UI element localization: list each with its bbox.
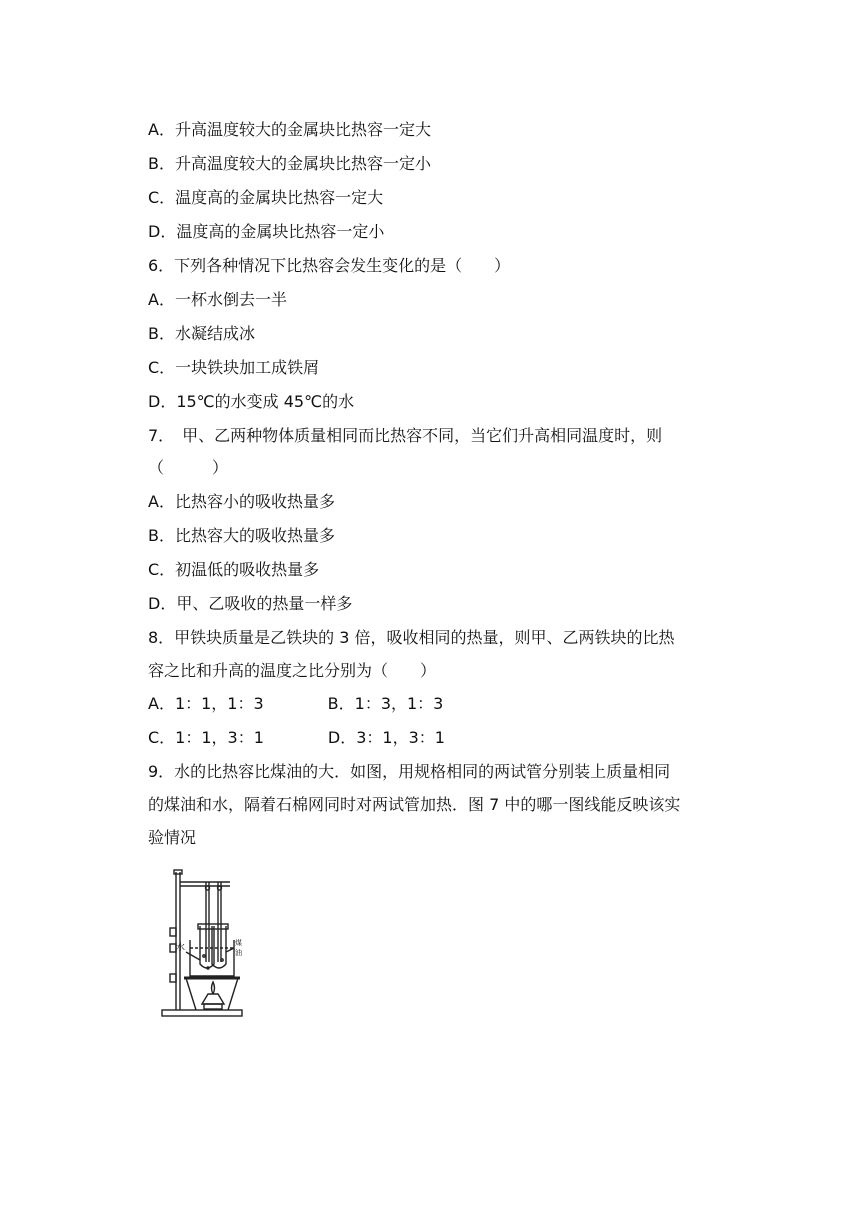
- q6-option-b: B．水凝结成冰: [148, 324, 255, 343]
- q7-stem-line-1: 7． 甲、乙两种物体质量相同而比热容不同，当它们升高相同温度时，则: [148, 426, 663, 445]
- q9-stem-line-1: 9．水的比热容比煤油的大．如图，用规格相同的两试管分别装上质量相同: [148, 762, 671, 781]
- q7-stem-line-2: （ ）: [148, 458, 229, 477]
- q8-stem-line-2: 容之比和升高的温度之比分别为（ ）: [148, 661, 437, 680]
- water-label: 水: [176, 943, 186, 953]
- q8-options-cd: C．1：1，3：1 D．3：1，3：1: [148, 728, 445, 747]
- q7-option-a: A．比热容小的吸收热量多: [148, 492, 335, 511]
- apparatus-drawing: [160, 868, 246, 1020]
- kerosene-label-2: 油: [235, 949, 242, 957]
- q9-stem-line-3: 验情况: [148, 828, 197, 847]
- q7-option-c: C．初温低的吸收热量多: [148, 560, 320, 579]
- q5-option-c: C．温度高的金属块比热容一定大: [148, 188, 384, 207]
- q6-option-d: D．15℃的水变成 45℃的水: [148, 392, 355, 411]
- q9-stem-line-2: 的煤油和水，隔着石棉网同时对两试管加热．图 7 中的哪一图线能反映该实: [148, 795, 681, 814]
- q6-option-a: A．一杯水倒去一半: [148, 290, 287, 309]
- q5-option-d: D．温度高的金属块比热容一定小: [148, 222, 385, 241]
- q5-option-a: A．升高温度较大的金属块比热容一定大: [148, 120, 431, 139]
- q6-option-c: C．一块铁块加工成铁屑: [148, 358, 320, 377]
- kerosene-label-1: 煤: [235, 939, 242, 947]
- q7-option-d: D．甲、乙吸收的热量一样多: [148, 594, 353, 613]
- q6-stem: 6．下列各种情况下比热容会发生变化的是（ ）: [148, 256, 511, 275]
- heating-apparatus-figure: [160, 868, 246, 1020]
- q5-option-b: B．升高温度较大的金属块比热容一定小: [148, 154, 431, 173]
- q8-options-ab: A．1：1，1：3 B．1：3，1：3: [148, 694, 444, 713]
- q8-stem-line-1: 8．甲铁块质量是乙铁块的 3 倍，吸收相同的热量，则甲、乙两铁块的比热: [148, 628, 675, 647]
- q7-option-b: B．比热容大的吸收热量多: [148, 526, 335, 545]
